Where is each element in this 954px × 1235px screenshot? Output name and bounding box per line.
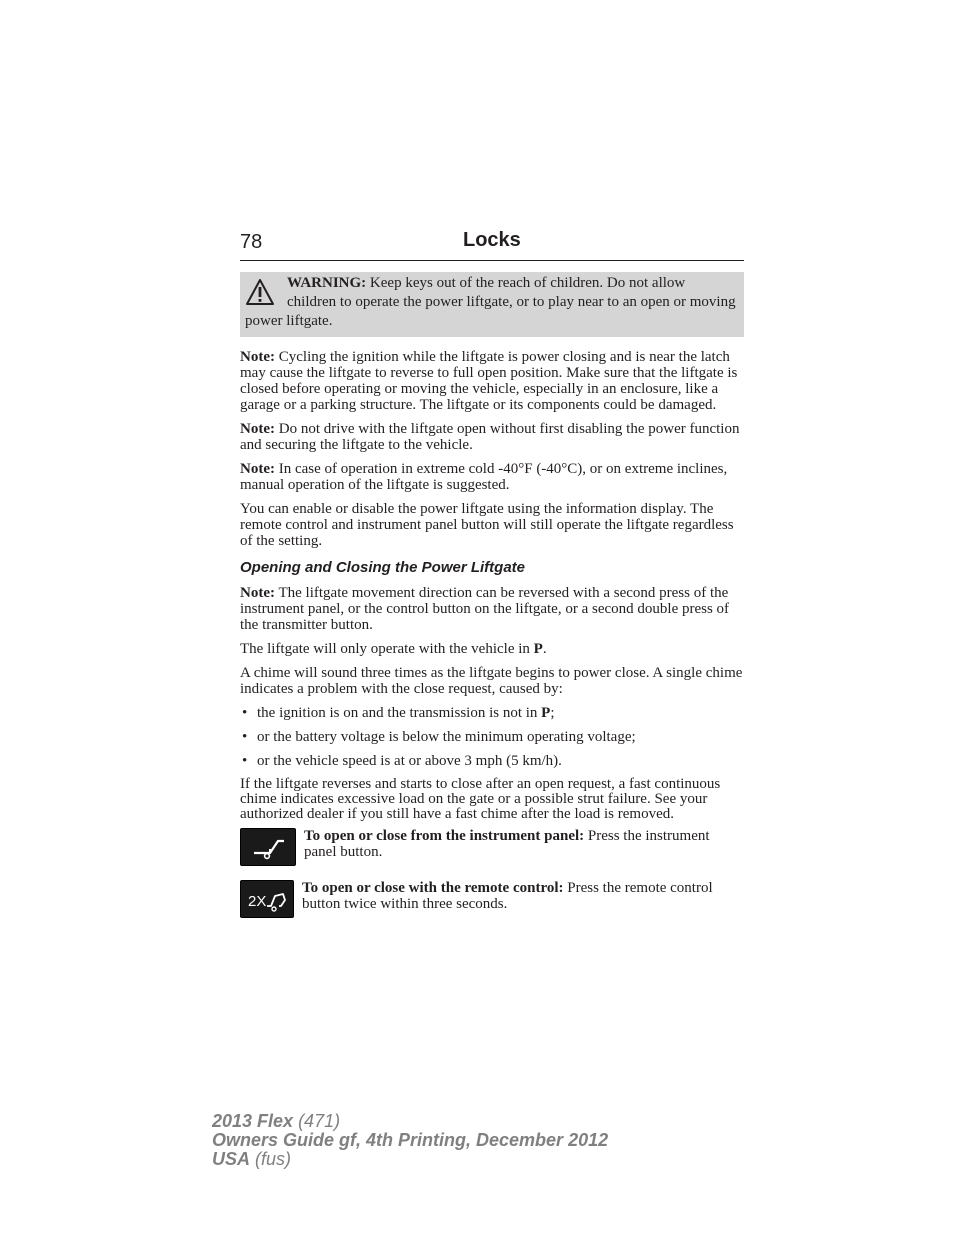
warning-box [240,272,744,337]
note-cycling [240,349,744,413]
footer-market-code: (fus) [250,1149,292,1169]
note-text: Do not drive with the liftgate open without first disabling the power function and securing the liftgate to the vehicle. [240,421,740,453]
remote-control-text [302,880,744,912]
footer-line-3 [212,1150,608,1169]
note-label: Note: [240,349,275,365]
note-text: In case of operation in extreme cold -40°F (-40°C), or on extreme inclines, manual operation of the liftgate is suggested. [240,461,728,493]
note-label: Note: [240,421,275,437]
footer-model: 2013 Flex [212,1111,294,1131]
remote-control-row [240,880,744,918]
list-item [240,705,744,721]
warning-label: WARNING: [287,275,367,291]
warning-text: Keep keys out of the reach of children. Do not allow children to operate the power liftgate, or to play near to an open or moving power liftgate. [245,275,736,329]
gear-p: P [533,641,543,657]
list-item [240,753,744,769]
instruction-text: Press the instrument panel button. [304,828,710,860]
footer-code: (471) [293,1111,341,1131]
page-header [240,228,744,261]
liftgate-glyph-icon [248,833,288,861]
note-drive [240,421,744,453]
instrument-panel-text [304,828,744,860]
warning-triangle-icon [245,278,275,306]
remote-2x-label: 2X [248,893,267,910]
para-reverse-open: If the liftgate reverses and starts to close after an open request, a fast continuous chime indicates excessive load on the gate or a possible strut failure. See your authorized dealer if you still have a fast chime after the load is removed. [240,776,721,822]
instruction-label: To open or close with the remote control: [302,880,564,896]
bullet-list [240,705,744,769]
page-footer [212,1112,608,1169]
list-text: the ignition is on and the transmission is not in [257,705,542,721]
list-text: ; [550,705,555,721]
footer-line-1 [212,1112,608,1131]
para-only-p [240,641,744,657]
instruction-label: To open or close from the instrument panel: [304,828,585,844]
para-text: . [542,641,547,657]
manual-page [240,228,744,918]
subheading-opening-closing: Opening and Closing the Power Liftgate [240,559,526,576]
para-text: The liftgate will only operate with the vehicle in [240,641,534,657]
instrument-panel-row [240,828,744,866]
gear-p: P [541,705,551,721]
footer-line-2: Owners Guide gf, 4th Printing, December 2012 [212,1130,609,1150]
list-text: or the vehicle speed is at or above 3 mph (5 km/h). [257,753,562,769]
note-cold [240,461,744,493]
instruction-text: Press the remote control button twice within three seconds. [302,880,713,912]
note-reverse [240,585,744,633]
note-text: Cycling the ignition while the liftgate is power closing and is near the latch may cause the liftgate to reverse to full open position. Make sure that the liftgate is closed before operating or moving the vehicle, especially in an enclosure, like a garage or a parking structure. The liftgate or its components could be damaged. [240,349,738,413]
note-label: Note: [240,585,275,601]
para-chime: A chime will sound three times as the liftgate begins to power close. A single chime indicates a problem with the close request, caused by: [240,665,743,697]
bullet-dot-icon: • [242,729,248,745]
page-number: 78 [240,231,263,253]
note-label: Note: [240,461,275,477]
liftgate-button-icon [240,828,296,866]
note-text: The liftgate movement direction can be reversed with a second press of the instrument panel, or the control button on the liftgate, or a second double press of the transmitter button. [240,585,730,633]
list-text: or the battery voltage is below the minimum operating voltage; [257,729,636,745]
remote-liftgate-2x-icon [240,880,294,918]
bullet-dot-icon: • [242,705,248,721]
section-title: Locks [463,229,521,251]
footer-market: USA [212,1149,251,1169]
bullet-dot-icon: • [242,753,248,769]
remote-glyph-icon [245,884,289,914]
list-item [240,729,744,745]
para-enable: You can enable or disable the power liftgate using the information display. The remote control and instrument panel button will still operate the liftgate regardless of the setting. [240,501,734,549]
